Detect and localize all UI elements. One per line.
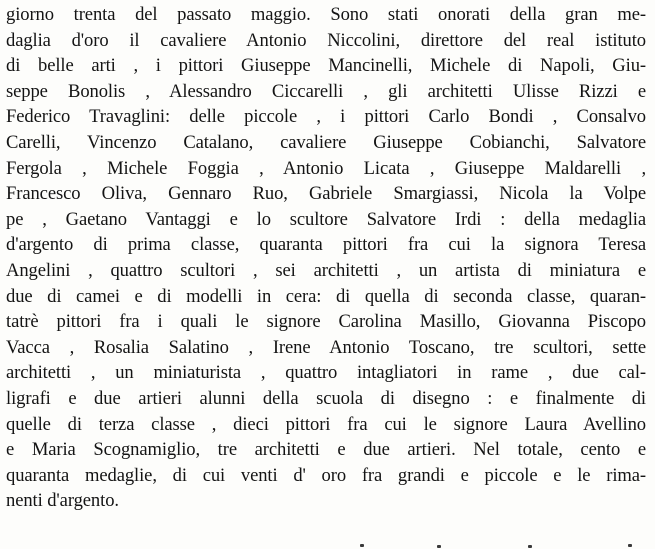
text-line-14: Vacca , Rosalia Salatino , Irene Antonio Toscano, tre scultori, sette	[6, 336, 646, 358]
ink-speck	[437, 545, 441, 548]
text-line-18: e Maria Scognamiglio, tre architetti e due artieri. Nel totale, cento e	[6, 439, 646, 461]
text-line-16: ligrafi e due artieri alunni della scuola di disegno : e finalmente di	[6, 387, 646, 409]
ink-speck	[528, 545, 532, 548]
ink-speck	[360, 544, 364, 547]
text-line-13: tatrè pittori fra i quali le signore Carolina Masillo, Giovanna Piscopo	[6, 311, 646, 333]
body-text	[6, 2, 646, 514]
ink-speck	[628, 544, 632, 547]
text-line-3: di belle arti , i pittori Giuseppe Mancinelli, Michele di Napoli, Giu-	[6, 55, 646, 77]
text-line-17: quelle di terza classe , dieci pittori fra cui le signore Laura Avellino	[6, 413, 646, 435]
text-line-12: due di camei e di modelli in cera: di quella di seconda classe, quaran-	[6, 285, 646, 307]
text-line-10: d'argento di prima classe, quaranta pittori fra cui la signora Teresa	[6, 234, 646, 256]
text-line-4: seppe Bonolis , Alessandro Ciccarelli , gli architetti Ulisse Rizzi e	[6, 80, 646, 102]
text-line-5: Federico Travaglini: delle piccole , i pittori Carlo Bondi , Consalvo	[6, 106, 646, 128]
text-line-2: daglia d'oro il cavaliere Antonio Niccolini, direttore del real istituto	[6, 29, 646, 51]
text-line-9: pe , Gaetano Vantaggi e lo scultore Salvatore Irdi : della medaglia	[6, 208, 646, 230]
text-line-8: Francesco Oliva, Gennaro Ruo, Gabriele Smargiassi, Nicola la Volpe	[6, 183, 646, 205]
text-line-20: nenti d'argento.	[6, 490, 119, 512]
text-line-19: quaranta medaglie, di cui venti d' oro fra grandi e piccole e le rima-	[6, 464, 646, 486]
text-line-6: Carelli, Vincenzo Catalano, cavaliere Giuseppe Cobianchi, Salvatore	[6, 131, 646, 153]
text-line-7: Fergola , Michele Foggia , Antonio Licata , Giuseppe Maldarelli ,	[6, 157, 646, 179]
text-line-1: giorno trenta del passato maggio. Sono stati onorati della gran me-	[6, 4, 646, 25]
text-line-11: Angelini , quattro scultori , sei architetti , un artista di miniatura e	[6, 259, 646, 281]
text-line-15: architetti , un miniaturista , quattro intagliatori in rame , due cal-	[6, 362, 646, 384]
